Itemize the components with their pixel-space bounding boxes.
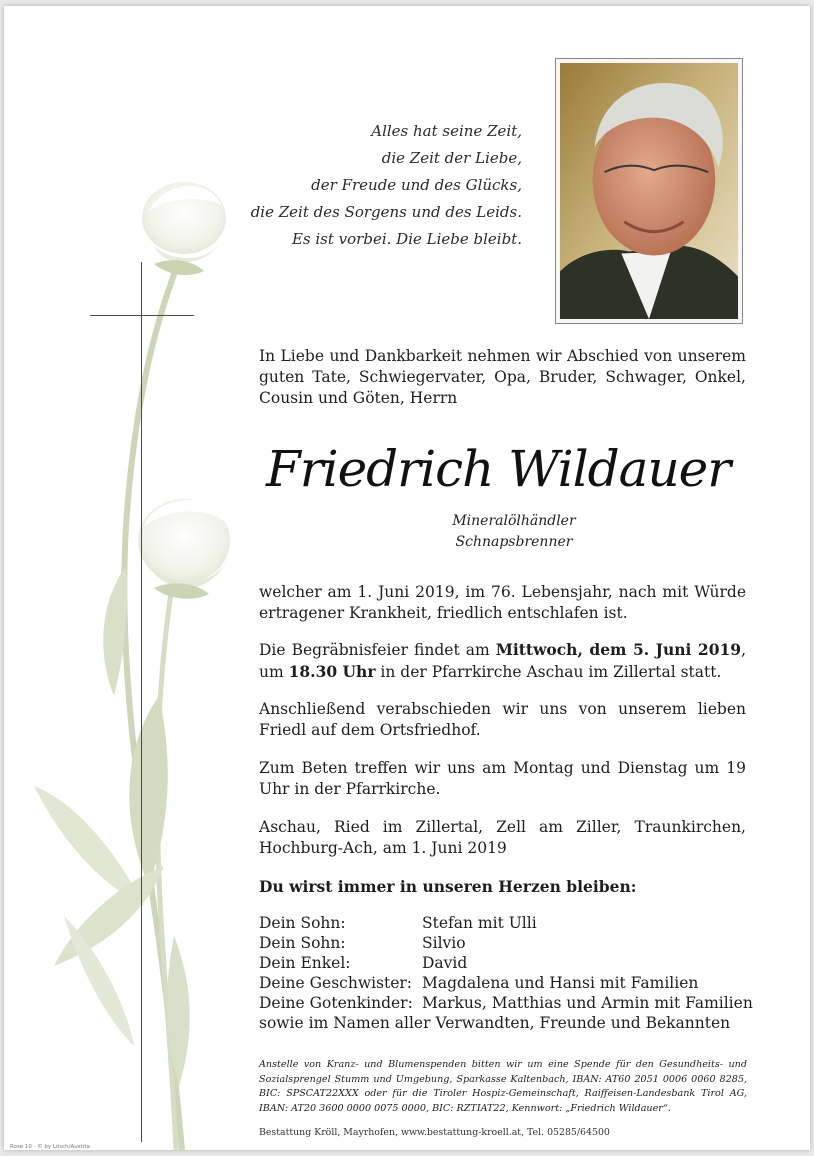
- template-credit: Rose 10 · © by Lösch/Austria: [10, 1144, 90, 1150]
- funeral-date: Mittwoch, dem 5. Juni 2019: [495, 640, 742, 659]
- mourner-relation: Deine Gotenkinder:: [259, 994, 413, 1012]
- mourner-names: Magdalena und Hansi mit Familien: [422, 974, 699, 992]
- poem-line: die Zeit des Sorgens und des Leids.: [250, 203, 522, 221]
- intro-text: In Liebe und Dankbarkeit nehmen wir Abschied von unserem guten Tate, Schwiegervater, Opa, Bruder, Schwager, Onkel, Cousin und Göten, Herrn: [259, 347, 746, 407]
- obituary-page: [4, 6, 810, 1150]
- mourners-closing: sowie im Namen aller Verwandten, Freunde und Bekannten: [259, 1014, 731, 1032]
- mourner-relation: Deine Geschwister:: [259, 974, 413, 992]
- profession-line: Mineralölhändler: [452, 513, 576, 529]
- cross-vertical-bar: [141, 262, 142, 1142]
- cross-horizontal-bar: [90, 315, 194, 316]
- profession-line: Schnapsbrenner: [455, 534, 573, 550]
- deceased-name: Friedrich Wildauer: [266, 440, 731, 498]
- funeral-suffix: in der Pfarrkirche Aschau im Zillertal statt.: [375, 663, 722, 681]
- poem-line: Alles hat seine Zeit,: [371, 122, 522, 140]
- poem-line: Es ist vorbei. Die Liebe bleibt.: [291, 230, 522, 248]
- mourner-row: [259, 953, 759, 973]
- prayer-paragraph: Zum Beten treffen wir uns am Montag und Dienstag um 19 Uhr in der Pfarrkirche.: [259, 759, 746, 798]
- poem-line: der Freude und des Glücks,: [311, 176, 522, 194]
- mourner-names: Markus, Matthias und Armin mit Familien: [422, 994, 753, 1012]
- mourner-relation: Dein Enkel:: [259, 954, 351, 972]
- mourner-names: Stefan mit Ulli: [422, 914, 537, 932]
- mourner-names: David: [422, 954, 468, 972]
- mourner-names: Silvio: [422, 934, 466, 952]
- profession: [389, 511, 639, 553]
- mourner-relation: Dein Sohn:: [259, 934, 346, 952]
- mourner-row: [259, 993, 759, 1013]
- farewell-paragraph: Anschließend verabschieden wir uns von unserem lieben Friedl auf dem Ortsfriedhof.: [259, 700, 746, 739]
- mourners-heading: Du wirst immer in unseren Herzen bleiben:: [259, 877, 637, 896]
- funeral-prefix: Die Begräbnisfeier findet am: [259, 641, 496, 659]
- funeral-time: 18.30 Uhr: [288, 662, 376, 681]
- place-date-paragraph: Aschau, Ried im Zillertal, Zell am Ziller, Traunkirchen, Hochburg-Ach, am 1. Juni 2019: [259, 818, 746, 857]
- portrait-photo: [555, 58, 743, 324]
- mourner-row: [259, 913, 759, 933]
- donation-note: Anstelle von Kranz- und Blumenspenden bitten wir um eine Spende für den Gesundheits- und Sozialsprengel Stumm und Umgebung, Sparkasse Kaltenbach, IBAN: AT60 2051 0006 0060 8285, BIC: SPSCAT22XXX oder für die Tiroler Hospiz-Gemeinschaft, Raiffeisen-Landesbank Tirol AG, IBAN: AT20 3600 0000 0075 0000, BIC: RZTIAT22, Kennwort: „Friedrich Wildauer“.: [259, 1059, 747, 1114]
- funeral-paragraph: [259, 639, 746, 683]
- mourner-row: [259, 973, 759, 993]
- mourner-row: [259, 933, 759, 953]
- death-paragraph: welcher am 1. Juni 2019, im 76. Lebensjahr, nach mit Würde ertragener Krankheit, friedlich entschlafen ist.: [259, 583, 746, 622]
- poem-line: die Zeit der Liebe,: [381, 149, 522, 167]
- funeral-home-info: Bestattung Kröll, Mayrhofen, www.bestattung-kroell.at, Tel. 05285/64500: [259, 1127, 610, 1138]
- funeral-mid: , um: [259, 641, 746, 681]
- poem: [202, 118, 522, 253]
- mourner-relation: Dein Sohn:: [259, 914, 346, 932]
- mourners-list: [259, 913, 759, 1033]
